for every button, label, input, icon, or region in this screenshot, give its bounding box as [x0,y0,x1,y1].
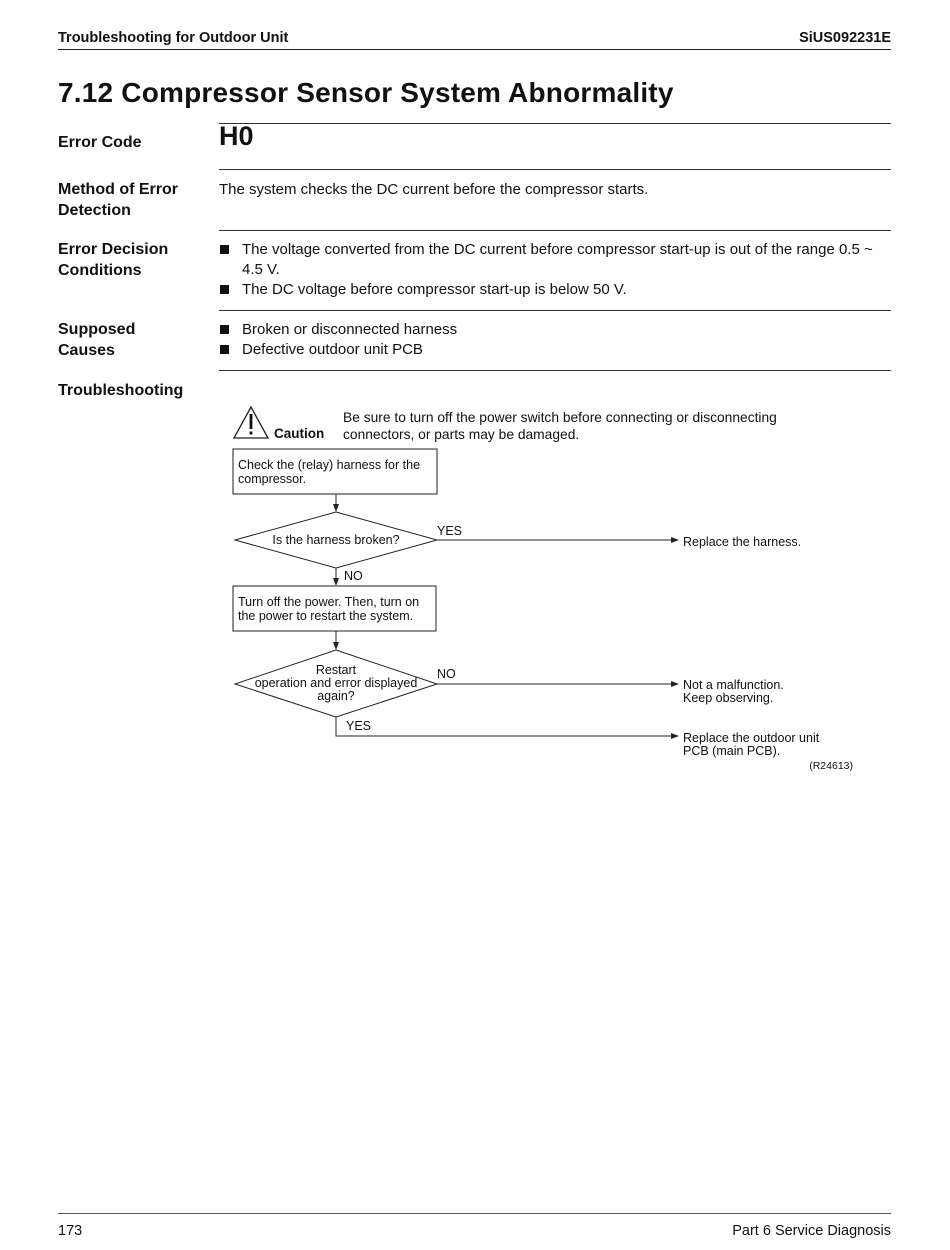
q2-yes-label: YES [346,719,372,733]
q1-no-label: NO [344,569,363,583]
q1-yes-result: Replace the harness. [683,535,802,549]
troubleshooting-label: Troubleshooting [58,382,184,399]
causes-label-line2: Causes [58,342,115,359]
box2-line1: Turn off the power. Then, turn on [238,595,420,609]
page-number: 173 [58,1223,83,1239]
q2-no-result-line1: Not a malfunction. [683,678,784,692]
box1-line1: Check the (relay) harness for the [238,458,421,472]
error-code-value: H0 [219,121,254,151]
error-code-label: Error Code [58,134,142,151]
header-section: Troubleshooting for Outdoor Unit [58,30,289,46]
page-footer [58,1213,891,1239]
caution-line2: connectors, or parts may be damaged. [343,427,580,442]
caution-warning-icon [234,407,268,438]
q2-line3: again? [317,689,355,703]
q1-text: Is the harness broken? [272,533,400,547]
caution-line1: Be sure to turn off the power switch before connecting or disconnecting [343,410,777,425]
q2-line1: Restart [315,663,357,677]
q1-yes-label: YES [437,524,463,538]
decision-label-line1: Error Decision [58,241,169,258]
q2-no-result-line2: Keep observing. [683,691,774,705]
figure-reference: (R24613) [809,760,853,772]
page-title: 7.12 Compressor Sensor System Abnormality [58,77,674,108]
header-doc-id: SiUS092231E [799,30,891,46]
box1-line2: compressor. [238,472,307,486]
method-label-line1: Method of Error [58,181,178,198]
method-text: The system checks the DC current before the compressor starts. [219,181,649,198]
footer-part: Part 6 Service Diagnosis [732,1223,891,1239]
q2-line2: operation and error displayed [254,676,418,690]
list-item: The voltage converted from the DC current before compressor start-up is out of the range 0.5 ~ 4.5 V. [219,240,891,280]
box2-line2: the power to restart the system. [238,609,414,623]
causes-label-line1: Supposed [58,321,136,338]
list-item: The DC voltage before compressor start-up is below 50 V. [219,280,891,300]
list-item: Defective outdoor unit PCB [219,340,891,360]
q2-no-label: NO [437,667,456,681]
list-item: Broken or disconnected harness [219,320,891,340]
caution-label: Caution [274,426,325,441]
decision-label-line2: Conditions [58,262,142,279]
method-label-line2: Detection [58,202,131,219]
q2-yes-result-line2: PCB (main PCB). [683,744,781,758]
q2-yes-result-line1: Replace the outdoor unit [683,731,820,745]
flow-arrow-yes [336,717,678,736]
